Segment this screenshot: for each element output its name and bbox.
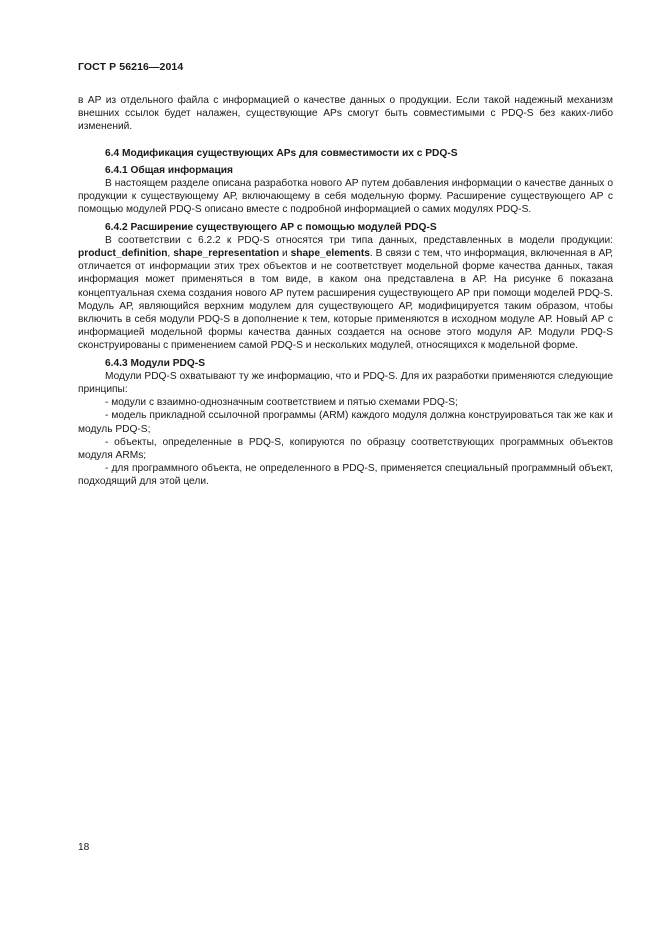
section-6-4-3-paragraph: Модули PDQ-S охватывают ту же информацию, что и PDQ-S. Для их разработки применяются следующие принципы: xyxy=(78,370,613,396)
document-body xyxy=(78,94,613,489)
paragraph-end: . В связи с тем, что информация, включенная в АР, отличается от информации этих трех объектов и не соответствует модельной форме качества данных, такая информация может применяться в том виде, в каком она представлена в АР. На рисунке 6 показана концептуальная схема создания нового АР путем расширения существующего АР при помощи моделей PDQ-S. Модуль АР, являющийся верхним модулем для существующего АР, модифицируется таким образом, чтобы включить в себя модули PDQ-S в дополнение к тем, которые применяются в исходном модуле АР. Новый АР с информацией модельной формы качества данных создается на основе этого модуля АР. Модули PDQ-S сконструированы с применением самой PDQ-S и нескольких модулей, относящихся к модельной форме. xyxy=(78,248,613,352)
term-shape-elements: shape_elements xyxy=(290,248,370,260)
section-6-4-1-heading: 6.4.1 Общая информация xyxy=(105,164,233,176)
intro-paragraph: в АР из отдельного файла с информацией о качестве данных о продукции. Если такой надежный механизм внешних ссылок будет налажен, существующие APs смогут быть совместимыми с PDQ-S без каких-либо изменений. xyxy=(78,95,613,133)
list-item: - объекты, определенные в PDQ-S, копируются по образцу соответствующих программных объектов модуля ARMs; xyxy=(78,436,613,462)
section-6-4-3-heading: 6.4.3 Модули PDQ-S xyxy=(105,357,206,369)
section-6-4-heading: 6.4 Модификация существующих APs для совместимости их с PDQ-S xyxy=(105,147,458,159)
paragraph-start: В соответствии с 6.2.2 к PDQ-S относятся три типа данных, представленных в модели продукции: xyxy=(105,234,613,246)
list-item: - для программного объекта, не определенного в PDQ-S, применяется специальный программный объект, подходящий для этой цели. xyxy=(78,463,613,488)
term-product-definition: product_definition xyxy=(78,248,168,260)
list-item: - модули с взаимно-однозначным соответствием и пятью схемами PDQ-S; xyxy=(105,397,458,409)
section-6-4-1-paragraph: В настоящем разделе описана разработка нового АР путем добавления информации о качестве данных о продукции к существующему АР, включающему в себя модельную форму. Расширение существующего АР с помощью модулей PDQ-S описано вместе с подробной информацией о самих модулях PDQ-S. xyxy=(78,178,613,216)
list-item: - модель прикладной ссылочной программы (ARM) каждого модуля должна конструироваться так же как и модуль PDQ-S; xyxy=(78,410,613,435)
separator-2: и xyxy=(279,248,291,260)
term-shape-representation: shape_representation xyxy=(173,248,280,260)
separator-1: , xyxy=(167,248,174,260)
section-6-4-2-heading: 6.4.2 Расширение существующего АР с помощью модулей PDQ-S xyxy=(105,221,437,233)
page-number: 18 xyxy=(78,842,90,853)
section-6-4-2-paragraph xyxy=(78,234,613,353)
page-header-standard-id: ГОСТ Р 56216—2014 xyxy=(78,61,184,73)
